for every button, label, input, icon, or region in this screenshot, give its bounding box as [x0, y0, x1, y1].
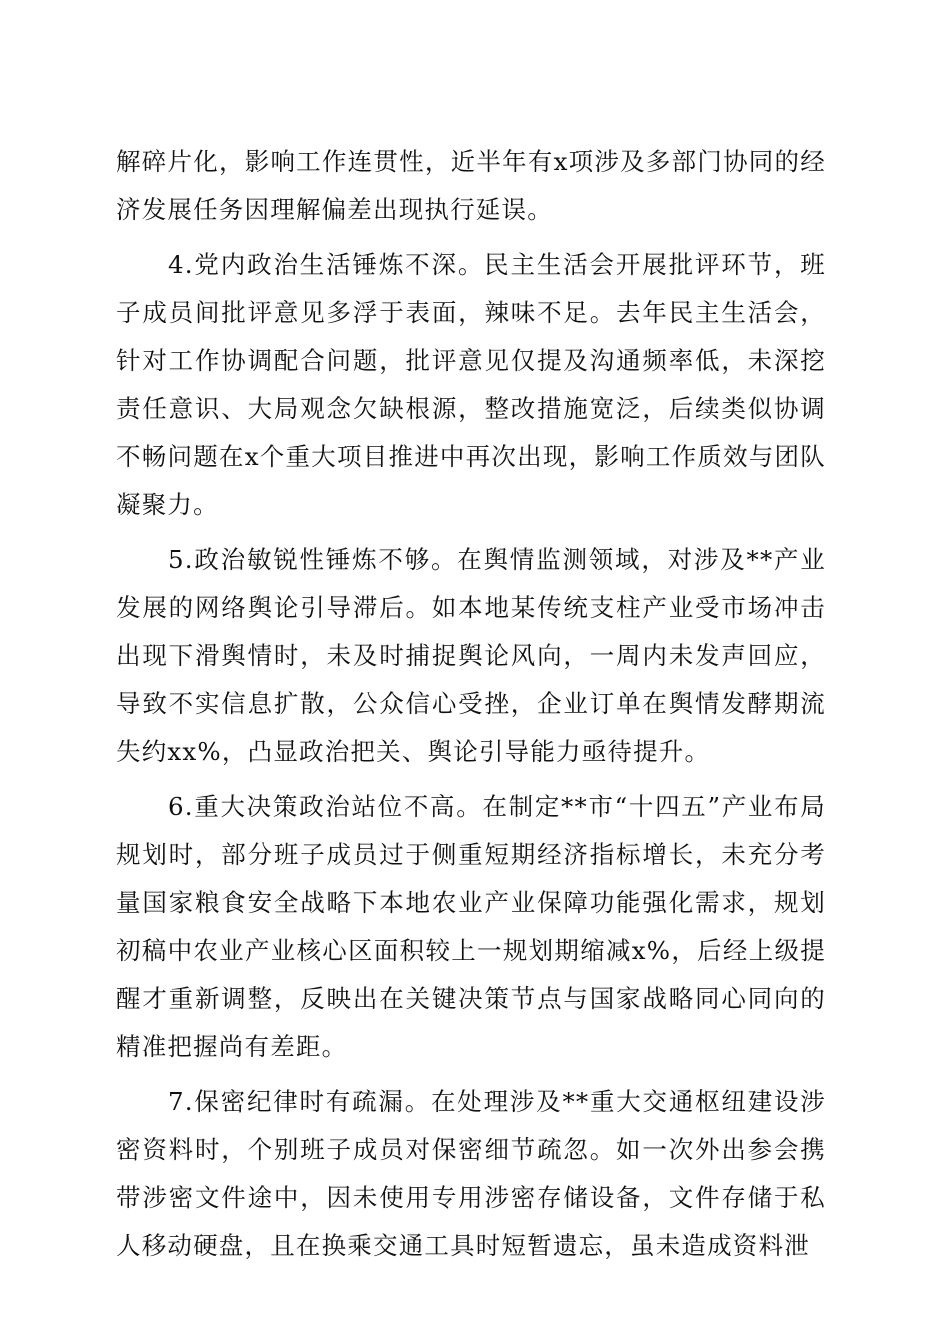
paragraph-item-5: 5.政治敏锐性锤炼不够。在舆情监测领域，对涉及**产业发展的网络舆论引导滞后。如本地某传统支柱产业受市场冲击出现下滑舆情时，未及时捕捉舆论风向，一周内未发声回应，导致不实信息扩散，公众信心受挫，企业订单在舆情发酵期流失约xx%，凸显政治把关、舆论引导能力亟待提升。 [116, 545, 826, 766]
paragraph-continuation: 解碎片化，影响工作连贯性，近半年有x项涉及多部门协同的经济发展任务因理解偏差出现执行延误。 [116, 147, 826, 224]
paragraph-item-4: 4.党内政治生活锤炼不深。民主生活会开展批评环节，班子成员间批评意见多浮于表面，辣味不足。去年民主生活会，针对工作协调配合问题，批评意见仅提及沟通频率低，未深挖责任意识、大局观念欠缺根源，整改措施宽泛，后续类似协调不畅问题在x个重大项目推进中再次出现，影响工作质效与团队凝聚力。 [116, 250, 826, 519]
paragraph-item-7: 7.保密纪律时有疏漏。在处理涉及**重大交通枢纽建设涉密资料时，个别班子成员对保密细节疏忽。如一次外出参会携带涉密文件途中，因未使用专用涉密存储设备，文件存储于私人移动硬盘，且在换乘交通工具时短暂遗忘，虽未造成资料泄 [116, 1087, 826, 1260]
paragraph-item-6: 6.重大决策政治站位不高。在制定**市“十四五”产业布局规划时，部分班子成员过于侧重短期经济指标增长，未充分考量国家粮食安全战略下本地农业产业保障功能强化需求，规划初稿中农业产业核心区面积较上一规划期缩减x%，后经上级提醒才重新调整，反映出在关键决策节点与国家战略同心同向的精准把握尚有差距。 [116, 792, 826, 1061]
document-body [116, 138, 826, 1277]
